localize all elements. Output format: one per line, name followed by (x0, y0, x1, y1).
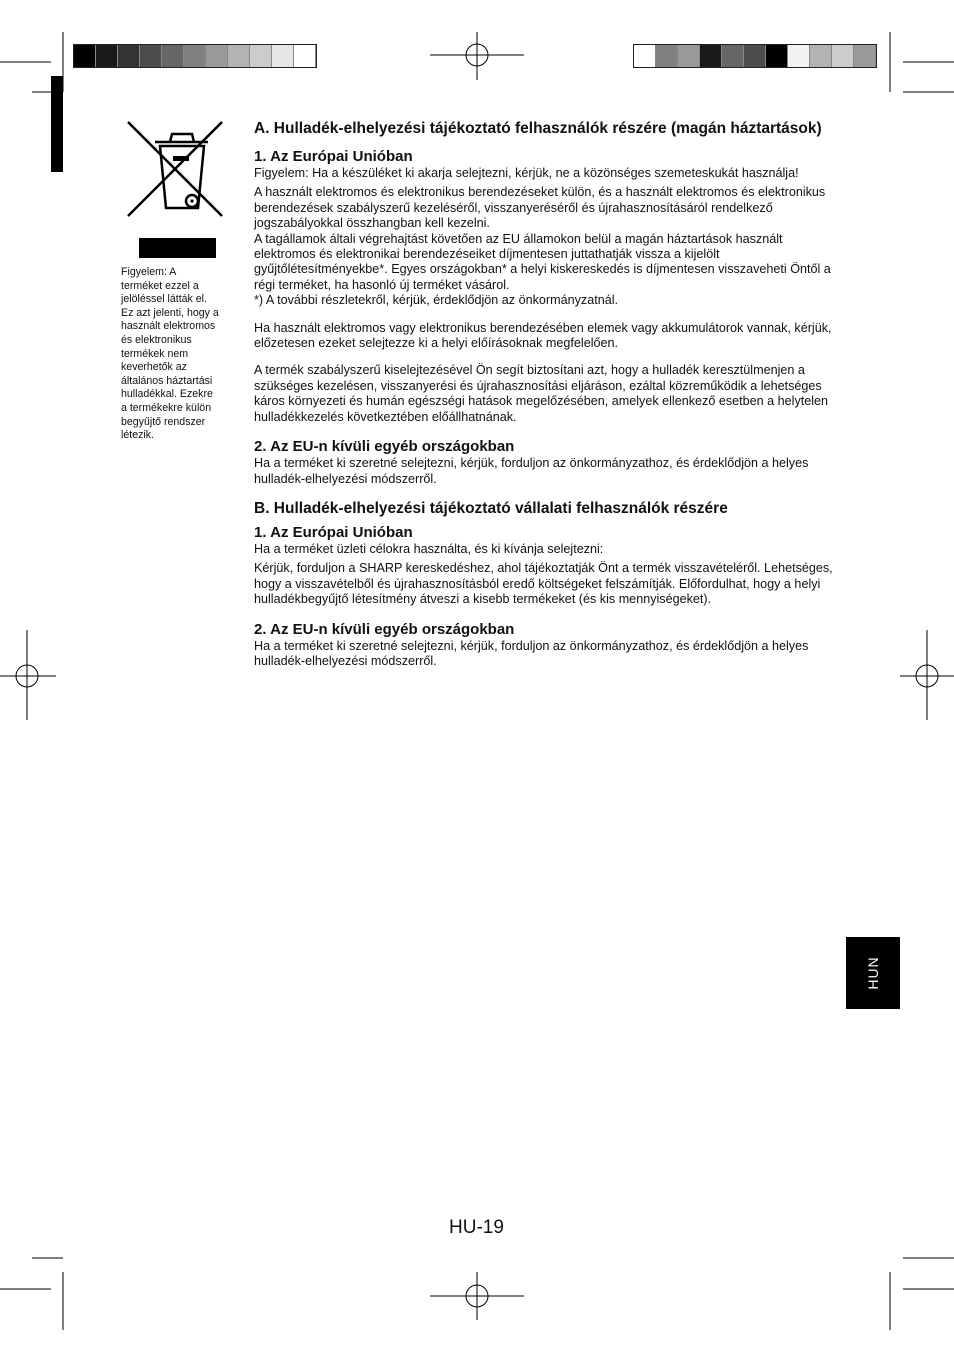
paragraph: Ha a terméket ki szeretné selejtezni, kérjük, forduljon az önkormányzathoz, és érdeklődjön a helyes hulladék-elhelyezési módszerről. (254, 638, 809, 668)
paragraph: A használt elektromos és elektronikus berendezéseket külön, és a használt elektromos és elektronikus berendezések szabályszerű kezeléséről, visszanyeréséről és újrahasznosításáról rendelkező jogszabályokkal összhangban kell kezelni. (254, 185, 826, 231)
color-swatch (74, 45, 96, 67)
section-marker-bar (51, 76, 63, 172)
crossed-out-wheelie-bin-icon (122, 118, 232, 228)
color-swatch (744, 45, 766, 67)
color-swatch (228, 45, 250, 67)
color-swatch (184, 45, 206, 67)
side-note: Figyelem: A termék​et ezzel a jelöléssel látták el. Ez azt jelenti, hogy a használt elektromos és elektronikus termékek nem keverhetők az általános háztartási hulladékkal. Ezekre a termékekre külön begyűjtő rendszer létezik. (121, 266, 219, 442)
color-swatch (678, 45, 700, 67)
color-swatch (118, 45, 140, 67)
color-swatch (140, 45, 162, 67)
color-swatch (162, 45, 184, 67)
paragraph: A termék szabályszerű kiselejtezésével Ön segít biztosítani azt, hogy a hulladék keresztülmenjen a szükséges kezelésen, visszanyerési és újrahasznosítási eljáráson, ezáltal közreműködik a lehetséges káros környezeti és humán egészségi hatások megelőzésében, amelyek ellenkező esetben a helytelen hulladékkezelés következtében előállhatnának. (254, 363, 829, 424)
section-b-title: B. Hulladék-elhelyezési tájékoztató vállalati felhasználók részére (254, 499, 728, 517)
section-a-eu-heading: 1. Az Európai Unióban (254, 148, 413, 165)
paragraph: Kérjük, forduljon a SHARP kereskedéshez, ahol tájékoztatják Önt a termék visszavételéről. Lehetséges, hogy a visszavételből és újrahasznosításból eredő költségeket felszámítják. Előfordulhat, hogy a helyi hulladékbegyűjtő létesítmény átveszi a kisebb termékeket (és kis mennyiségeket). (254, 561, 833, 607)
color-swatch (788, 45, 810, 67)
color-calibration-bar-left (73, 44, 317, 68)
section-a-title: A. Hulladék-elhelyezési tájékoztató felhasználók részére (magán háztartások) (254, 120, 822, 137)
color-swatch (206, 45, 228, 67)
section-a-other-heading: 2. Az EU-n kívüli egyéb országokban (254, 438, 515, 456)
color-swatch (634, 45, 656, 67)
section-b-other-heading: 2. Az EU-n kívüli egyéb országokban (254, 620, 515, 638)
color-swatch (766, 45, 788, 67)
color-swatch (810, 45, 832, 67)
color-swatch (294, 45, 316, 67)
color-swatch (832, 45, 854, 67)
section-b-eu-heading: 1. Az Európai Unióban (254, 523, 413, 541)
color-swatch (854, 45, 876, 67)
paragraph: Ha a terméket ki szeretné selejtezni, kérjük, forduljon az önkormányzathoz, és érdeklődjön a helyes hulladék-elhelyezési módszerről. (254, 456, 809, 486)
language-tab (846, 937, 900, 1009)
main-content (254, 119, 834, 669)
black-bar-marker (139, 238, 216, 258)
paragraph: A tagállamok általi végrehajtást követően az EU államokon belül a magán háztartások használt elektromos és elektronikai berendezéseiket díjmentesen juttathatják vissza a kijelölt gyűjtőlétesítményekbe*. Egyes országokban* a helyi kiskereskedés is díjmentesen visszaveheti Öntől a régi terméket, ha hasonló új terméket vásárol. (254, 231, 831, 292)
paragraph: Ha a terméket üzleti célokra használta, és ki kívánja selejtezni: (254, 541, 604, 556)
color-swatch (272, 45, 294, 67)
color-swatch (700, 45, 722, 67)
paragraph: Ha használt elektromos vagy elektronikus berendezésében elemek vagy akkumulátorok vannak, kérjük, előzetesen ezeket selejtezze ki a helyi előírásoknak megfelelően. (254, 320, 832, 351)
footnote: *) A további részletekről, kérjük, érdeklődjön az önkormányzatnál. (254, 293, 619, 308)
page-number: HU-19 (449, 1217, 504, 1238)
color-swatch (722, 45, 744, 67)
language-tab-label: HUN (865, 956, 881, 990)
color-calibration-bar-right (633, 44, 877, 68)
color-swatch (96, 45, 118, 67)
paragraph: Figyelem: Ha a készüléket ki akarja selejtezni, kérjük, ne a közönséges szemeteskukát használja! (254, 166, 799, 180)
color-swatch (656, 45, 678, 67)
color-swatch (250, 45, 272, 67)
